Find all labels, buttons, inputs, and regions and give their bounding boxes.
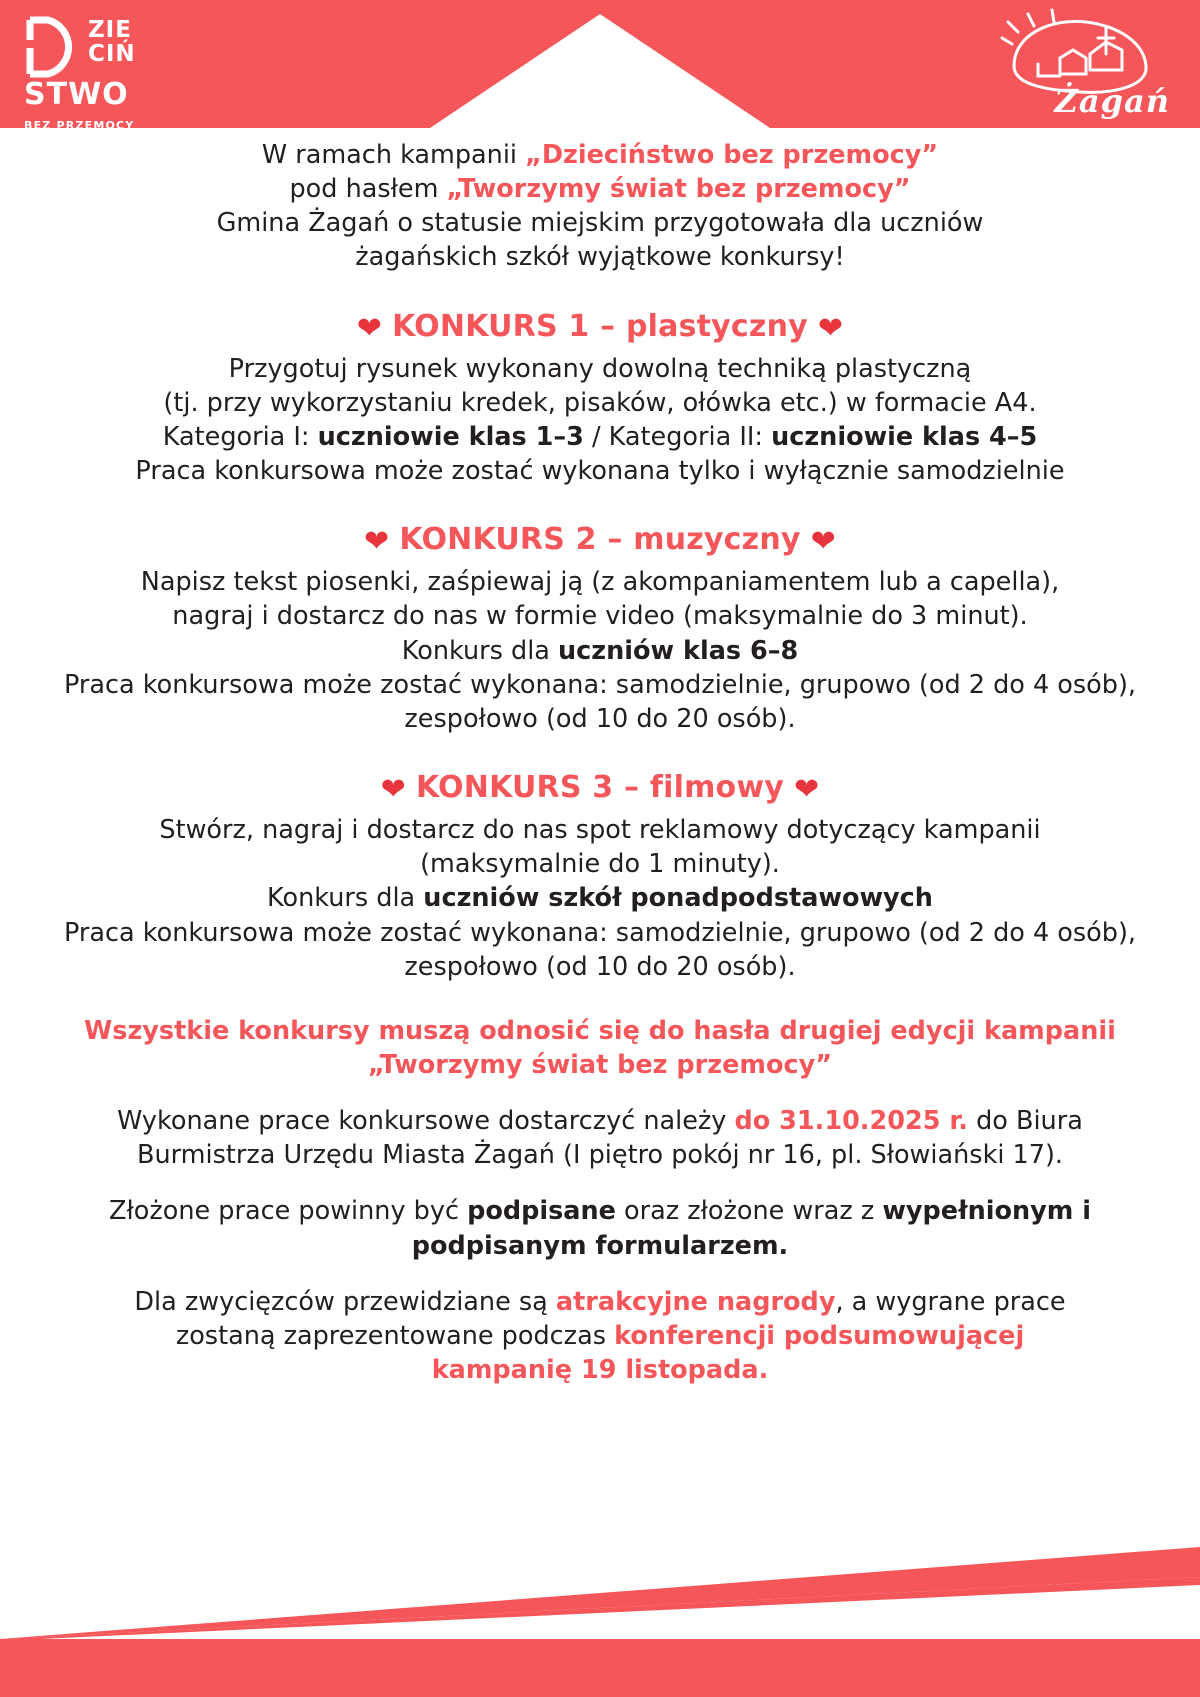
intro-line-3: Gmina Żagań o statusie miejskim przygotowała dla uczniów xyxy=(216,208,984,239)
heart-icon: ❤ xyxy=(794,772,820,808)
delivery-line-2: Burmistrza Urzędu Miasta Żagań (I piętro pokój nr 16, pl. Słowiański 17). xyxy=(136,1140,1064,1171)
contest-2-line-1: Napisz tekst piosenki, zaśpiewaj ją (z akompaniamentem lub a capella), xyxy=(140,567,1060,598)
prizes-info xyxy=(60,1285,1140,1387)
prizes-highlight-2: konferencji podsumowującej xyxy=(614,1320,1025,1351)
intro-line-1 xyxy=(60,138,1140,172)
bottom-red-footer xyxy=(0,1639,1200,1697)
prizes-line-1 xyxy=(60,1285,1140,1319)
contest-3-cat-pre: Konkurs dla xyxy=(267,883,424,914)
campaign-slogan-line-1: Wszystkie konkursy muszą odnosić się do hasła drugiej edycji kampanii xyxy=(84,1015,1116,1046)
signing-line-2: podpisanym formularzem. xyxy=(411,1230,789,1261)
delivery-line-1-post: do Biura xyxy=(967,1106,1083,1137)
contest-2-body xyxy=(60,565,1140,736)
logo-tagline xyxy=(24,119,224,132)
contest-1-cat-mid: / Kategoria II: xyxy=(583,421,772,452)
poster-content xyxy=(0,138,1200,1387)
signing-bold-2: wypełnionym i xyxy=(882,1196,1091,1227)
delivery-info xyxy=(60,1104,1140,1172)
prizes-line-1-post: , a wygrane prace xyxy=(835,1286,1066,1317)
zagan-logo-name: Żagań xyxy=(1054,82,1170,120)
signing-line-1-mid: oraz złożone wraz z xyxy=(615,1196,883,1227)
intro-line-1-bold: „Dzieciństwo bez przemocy” xyxy=(525,140,939,170)
intro-line-2-bold: „Tworzymy świat bez przemocy” xyxy=(446,174,911,205)
heart-icon: ❤ xyxy=(364,524,390,560)
contest-1-body xyxy=(60,352,1140,489)
contest-1-cat-pre: Kategoria I: xyxy=(162,421,318,452)
prizes-highlight-1: atrakcyjne nagrody xyxy=(555,1286,836,1317)
prizes-line-1-pre: Dla zwycięzców przewidziane są xyxy=(134,1286,556,1317)
delivery-line-1-pre: Wykonane prace konkursowe dostarczyć należy xyxy=(117,1106,735,1137)
logo-line-cin: CIŃ xyxy=(88,41,136,68)
logo-tagline-part2: MOCY xyxy=(93,119,135,132)
campaign-logo xyxy=(24,14,224,132)
intro-line-2 xyxy=(60,172,1140,206)
contest-1-line-1: Przygotuj rysunek wykonany dowolną techniką plastyczną xyxy=(228,353,972,384)
delivery-line-1 xyxy=(60,1104,1140,1138)
broken-d-letter-icon xyxy=(24,14,82,80)
intro-line-4: żagańskich szkół wyjątkowe konkursy! xyxy=(355,242,845,273)
contest-3-line-2: (maksymalnie do 1 minuty). xyxy=(420,849,780,880)
contest-1-line-3 xyxy=(60,420,1140,454)
prizes-line-2-pre: zostaną zaprezentowane podczas xyxy=(175,1320,615,1351)
contest-2-line-3 xyxy=(60,634,1140,668)
contest-3-line-3 xyxy=(60,881,1140,915)
contest-2-line-5: zespołowo (od 10 do 20 osób). xyxy=(404,703,796,734)
prizes-line-3: kampanię 19 listopada. xyxy=(431,1355,769,1386)
signing-bold-1: podpisane xyxy=(467,1196,616,1227)
signing-info xyxy=(60,1194,1140,1262)
logo-line-zie: ZIE xyxy=(88,17,132,43)
contest-1-title xyxy=(60,309,1140,346)
signing-line-1 xyxy=(60,1194,1140,1228)
contest-2-line-4: Praca konkursowa może zostać wykonana: samodzielnie, grupowo (od 2 do 4 osób), xyxy=(63,669,1137,700)
prizes-line-2 xyxy=(60,1319,1140,1353)
contest-3-line-5: zespołowo (od 10 do 20 osób). xyxy=(404,951,796,982)
contest-3-cat-1: uczniów szkół ponadpodstawowych xyxy=(423,883,933,914)
contest-2-title-text: KONKURS 2 – muzyczny xyxy=(399,522,801,558)
contest-3-line-4: Praca konkursowa może zostać wykonana: samodzielnie, grupowo (od 2 do 4 osób), xyxy=(63,917,1137,948)
logo-tagline-part1: BEZ PRZE xyxy=(24,119,94,132)
zagan-logo xyxy=(994,8,1174,128)
heart-icon: ❤ xyxy=(380,772,406,808)
signing-line-1-pre: Złożone prace powinny być xyxy=(109,1196,468,1227)
contest-1-line-2: (tj. przy wykorzystaniu kredek, pisaków, ołówka etc.) w formacie A4. xyxy=(163,387,1037,418)
contest-2-title xyxy=(60,522,1140,559)
intro-line-2-pre: pod hasłem xyxy=(289,174,447,205)
contest-2-line-2: nagraj i dostarcz do nas w formie video (maksymalnie do 3 minut). xyxy=(172,601,1028,632)
contest-3-title xyxy=(60,770,1140,807)
contest-1-cat-1: uczniowie klas 1–3 xyxy=(317,421,584,452)
heart-icon: ❤ xyxy=(817,310,844,346)
contest-1-cat-2: uczniowie klas 4–5 xyxy=(771,421,1038,452)
delivery-deadline-date: do 31.10.2025 r. xyxy=(734,1106,968,1137)
campaign-slogan-note xyxy=(60,1014,1140,1082)
contest-2-cat-1: uczniów klas 6–8 xyxy=(558,635,799,666)
contest-3-line-1: Stwórz, nagraj i dostarcz do nas spot reklamowy dotyczący kampanii xyxy=(159,815,1041,846)
intro-paragraph xyxy=(60,138,1140,275)
logo-line-stwo: STWO xyxy=(24,77,129,112)
campaign-slogan-line-2: „Tworzymy świat bez przemocy” xyxy=(368,1049,832,1080)
heart-icon: ❤ xyxy=(810,524,836,560)
contest-2-cat-pre: Konkurs dla xyxy=(401,635,559,666)
contest-1-line-4: Praca konkursowa może zostać wykonana tylko i wyłącznie samodzielnie xyxy=(135,456,1065,487)
contest-1-title-text: KONKURS 1 – plastyczny xyxy=(392,308,808,344)
contest-3-title-text: KONKURS 3 – filmowy xyxy=(415,770,785,806)
contest-3-body xyxy=(60,813,1140,984)
intro-line-1-pre: W ramach kampanii xyxy=(261,140,526,170)
heart-icon: ❤ xyxy=(356,310,383,346)
